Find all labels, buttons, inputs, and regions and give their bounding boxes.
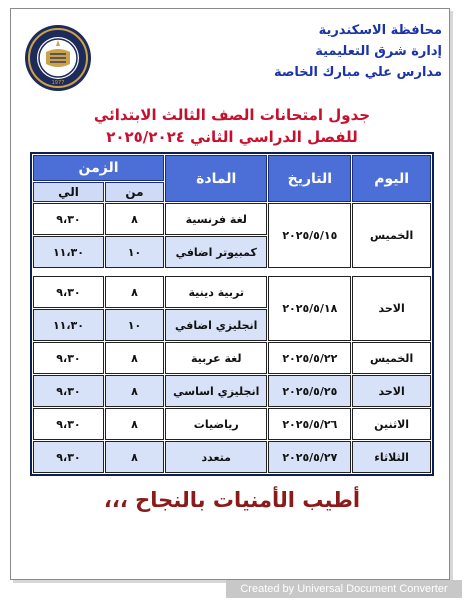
header-to: الي	[33, 182, 104, 202]
title-line-2: للفصل الدراسي الثاني ٢٠٢٥/٢٠٢٤	[106, 128, 358, 146]
date-cell: ٢٠٢٥/٥/١٨	[268, 276, 351, 341]
subject-cell: رياضيات	[165, 408, 267, 440]
svg-text:1977: 1977	[51, 80, 65, 86]
subject-cell: لغة عربية	[165, 342, 267, 374]
day-cell: الخميس	[352, 342, 431, 374]
table-row	[33, 375, 431, 407]
to-cell: ٩،٣٠	[33, 441, 104, 473]
date-cell: ٢٠٢٥/٥/٢٦	[268, 408, 351, 440]
to-cell: ٩،٣٠	[33, 276, 104, 308]
day-cell: الخميس	[352, 203, 431, 268]
header-date: التاريخ	[268, 155, 351, 202]
school-seal-icon	[24, 24, 92, 92]
from-cell: ٨	[105, 375, 164, 407]
converter-watermark: Created by Universal Document Converter	[226, 580, 462, 598]
date-cell: ٢٠٢٥/٥/٢٥	[268, 375, 351, 407]
day-cell: الاحد	[352, 276, 431, 341]
administration-name: إدارة شرق التعليمية	[315, 44, 442, 59]
date-cell: ٢٠٢٥/٥/٢٧	[268, 441, 351, 473]
exam-table-frame	[30, 152, 434, 476]
table-row	[33, 408, 431, 440]
governorate-name: محافظة الاسكندرية	[318, 23, 442, 38]
to-cell: ٩،٣٠	[33, 408, 104, 440]
from-cell: ٨	[105, 408, 164, 440]
to-cell: ١١،٣٠	[33, 236, 104, 268]
table-row	[33, 203, 431, 235]
exam-schedule-table	[32, 154, 432, 474]
header-subject: المادة	[165, 155, 267, 202]
subject-cell: لغة فرنسية	[165, 203, 267, 235]
header-time: الزمن	[33, 155, 164, 181]
subject-cell: انجليزي اضافي	[165, 309, 267, 341]
to-cell: ٩،٣٠	[33, 375, 104, 407]
subject-cell: تربية دينية	[165, 276, 267, 308]
from-cell: ٨	[105, 342, 164, 374]
day-cell: الاثنين	[352, 408, 431, 440]
table-row	[33, 441, 431, 473]
subject-cell: كمبيوتر اضافي	[165, 236, 267, 268]
to-cell: ١١،٣٠	[33, 309, 104, 341]
title-line-1: جدول امتحانات الصف الثالث الابتدائي	[93, 106, 371, 124]
day-cell: الثلاثاء	[352, 441, 431, 473]
subject-cell: متعدد	[165, 441, 267, 473]
school-name: مدارس علي مبارك الخاصة	[273, 65, 442, 80]
to-cell: ٩،٣٠	[33, 342, 104, 374]
header-day: اليوم	[352, 155, 431, 202]
from-cell: ١٠	[105, 236, 164, 268]
date-cell: ٢٠٢٥/٥/١٥	[268, 203, 351, 268]
to-cell: ٩،٣٠	[33, 203, 104, 235]
school-header	[202, 20, 442, 83]
from-cell: ٨	[105, 441, 164, 473]
table-row	[33, 342, 431, 374]
from-cell: ١٠	[105, 309, 164, 341]
subject-cell: انجليزي اساسي	[165, 375, 267, 407]
day-cell: الاحد	[352, 375, 431, 407]
closing-wishes: أطيب الأمنيات بالنجاح ،،،	[103, 488, 361, 512]
header-from: من	[105, 182, 164, 202]
from-cell: ٨	[105, 203, 164, 235]
date-cell: ٢٠٢٥/٥/٢٢	[268, 342, 351, 374]
schedule-title	[30, 104, 434, 148]
table-row	[33, 276, 431, 308]
from-cell: ٨	[105, 276, 164, 308]
